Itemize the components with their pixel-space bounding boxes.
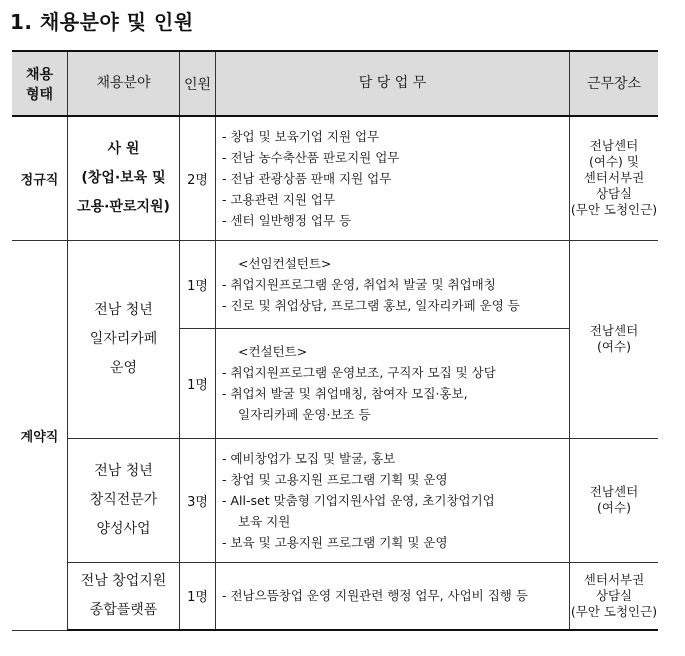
field-line: 전남 청년 xyxy=(94,462,153,479)
location-line: 상담실 xyxy=(595,587,633,603)
location-line: (여수) xyxy=(597,339,631,354)
count-cell: 2명 xyxy=(180,116,216,240)
duty-line: - 예비창업가 모집 및 발굴, 홍보 xyxy=(222,450,396,466)
section-heading: 1. 채용분야 및 인원 xyxy=(10,10,194,34)
field-line: 사 원 xyxy=(107,140,140,157)
location-cell xyxy=(570,438,659,562)
duty-line: - All-set 맞춤형 기업지원사업 운영, 초기창업기업 xyxy=(222,492,495,508)
duty-line: - 전남 관광상품 판매 지원 업무 xyxy=(222,170,392,186)
field-cell xyxy=(68,116,180,240)
duty-line: - 보육 및 고용지원 프로그램 기획 및 운영 xyxy=(222,534,448,550)
duty-title: <선임컨설턴트> xyxy=(238,255,332,271)
duty-cell xyxy=(216,438,570,562)
duty-title: <컨설턴트> xyxy=(238,344,308,359)
count-cell: 1명 xyxy=(180,562,216,630)
table-row xyxy=(12,562,658,630)
field-line: 전남 창업지원 xyxy=(80,572,167,589)
location-line: 전남센터 xyxy=(589,138,639,154)
header-type xyxy=(12,51,68,116)
field-line: (창업·보육 및 xyxy=(81,169,166,186)
duty-line: - 창업 및 고용지원 프로그램 기획 및 운영 xyxy=(222,471,448,487)
field-cell xyxy=(68,438,180,562)
location-line: 센터서부권 xyxy=(583,170,645,186)
field-cell xyxy=(68,240,180,438)
location-line: 전남센터 xyxy=(589,323,639,338)
header-type-line2: 형태 xyxy=(25,86,54,103)
field-line: 창직전문가 xyxy=(89,491,158,508)
header-duty: 담 당 업 무 xyxy=(216,51,570,116)
field-cell xyxy=(68,562,180,630)
field-line: 운영 xyxy=(109,359,138,376)
type-cell: 계약직 xyxy=(12,240,68,630)
table-header-row xyxy=(12,51,658,116)
location-line: (무안 도청인근) xyxy=(570,202,658,218)
header-type-line1: 채용 xyxy=(25,66,54,83)
count-cell: 1명 xyxy=(180,328,216,438)
duty-line: - 센터 일반행정 업무 등 xyxy=(222,212,352,228)
location-line: 센터서부권 xyxy=(583,571,645,587)
field-line: 종합플랫폼 xyxy=(89,601,158,618)
duty-line: - 전남으뜸창업 운영 지원관련 행정 업무, 사업비 집행 등 xyxy=(222,588,528,604)
location-line: (무안 도청인근) xyxy=(570,603,658,619)
location-line: (여수) xyxy=(597,500,631,515)
duty-line: - 진로 및 취업상담, 프로그램 홍보, 일자리카페 운영 등 xyxy=(222,297,520,313)
duty-cell xyxy=(216,116,570,240)
field-line: 전남 청년 xyxy=(94,301,153,318)
location-cell xyxy=(570,116,659,240)
duty-line: - 창업 및 보육기업 지원 업무 xyxy=(222,128,380,144)
count-cell: 1명 xyxy=(180,240,216,328)
recruitment-table xyxy=(12,50,658,631)
header-location: 근무장소 xyxy=(570,51,659,116)
duty-line: - 고용관련 지원 업무 xyxy=(222,191,336,207)
location-line: 상담실 xyxy=(595,186,633,202)
location-line: 전남센터 xyxy=(589,484,639,499)
location-line: (여수) 및 xyxy=(589,154,639,170)
duty-line: - 취업처 발굴 및 취업매칭, 참여자 모집·홍보, xyxy=(222,386,468,401)
duty-line: - 취업지원프로그램 운영, 취업처 발굴 및 취업매칭 xyxy=(222,276,496,292)
field-line: 양성사업 xyxy=(96,520,151,537)
duty-line: - 취업지원프로그램 운영보조, 구직자 모집 및 상담 xyxy=(222,365,496,380)
count-cell: 3명 xyxy=(180,438,216,562)
field-line: 고용·판로지원) xyxy=(77,198,170,215)
duty-line: 보육 지원 xyxy=(238,513,291,529)
location-cell xyxy=(570,240,659,438)
duty-cell xyxy=(216,240,570,328)
table-row xyxy=(12,116,658,240)
table-row xyxy=(12,438,658,562)
location-cell xyxy=(570,562,659,630)
duty-line: - 전남 농수축산품 판로지원 업무 xyxy=(222,149,400,165)
duty-cell xyxy=(216,328,570,438)
header-field: 채용분야 xyxy=(68,51,180,116)
type-cell: 정규직 xyxy=(12,116,68,240)
table-row xyxy=(12,240,658,328)
duty-cell xyxy=(216,562,570,630)
duty-line: 일자리카페 운영·보조 등 xyxy=(238,407,371,422)
field-line: 일자리카페 xyxy=(89,330,158,347)
header-count: 인원 xyxy=(180,51,216,116)
